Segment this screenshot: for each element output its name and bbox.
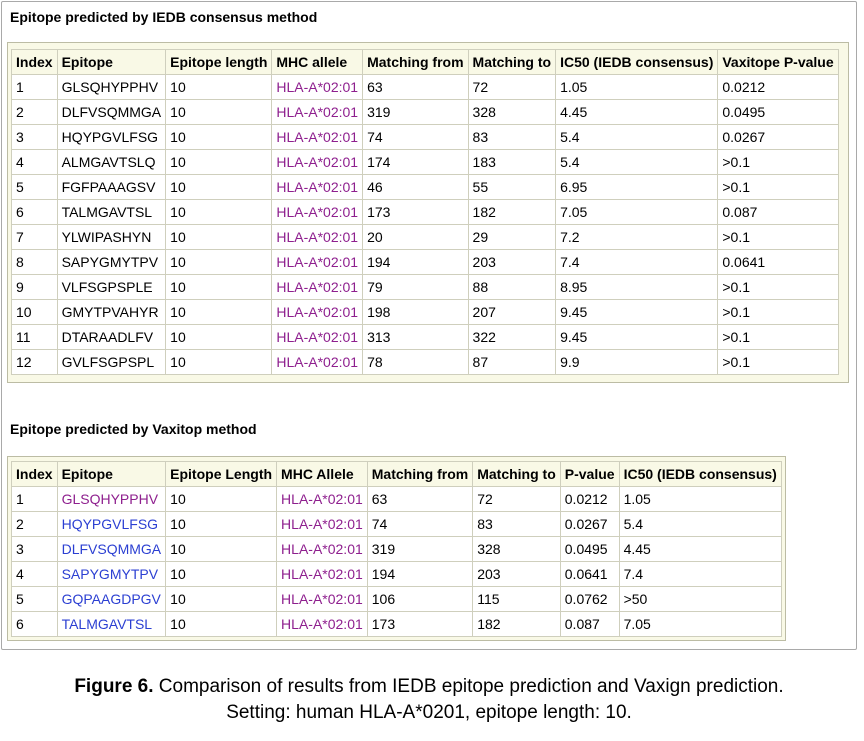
iedb-cell: 1.05	[556, 75, 718, 100]
iedb-cell: 7.05	[556, 200, 718, 225]
iedb-cell: >0.1	[718, 275, 838, 300]
vaxitop-cell: 10	[166, 537, 277, 562]
iedb-cell: 4.45	[556, 100, 718, 125]
vaxitop-cell: 173	[367, 612, 472, 637]
iedb-cell: 3	[12, 125, 58, 150]
vaxitop-cell: 10	[166, 512, 277, 537]
vaxitop-cell: 328	[473, 537, 561, 562]
iedb-mhc-allele-link[interactable]: HLA-A*02:01	[272, 225, 363, 250]
iedb-section-title: Epitope predicted by IEDB consensus method	[10, 9, 318, 25]
iedb-mhc-allele-link[interactable]: HLA-A*02:01	[272, 75, 363, 100]
iedb-table-row	[12, 350, 839, 375]
iedb-col-header: Index	[12, 50, 58, 75]
iedb-cell: >0.1	[718, 150, 838, 175]
iedb-header-row	[12, 50, 839, 75]
vaxitop-cell: 0.087	[560, 612, 619, 637]
iedb-cell: 203	[468, 250, 556, 275]
iedb-cell: 9.45	[556, 325, 718, 350]
iedb-col-header: MHC allele	[272, 50, 363, 75]
figure-caption	[0, 674, 858, 726]
iedb-cell: 7.2	[556, 225, 718, 250]
vaxitop-cell: 203	[473, 562, 561, 587]
caption-text: Comparison of results from IEDB epitope prediction and Vaxign prediction.	[153, 676, 784, 697]
iedb-cell: DTARAADLFV	[57, 325, 166, 350]
caption-line-1	[0, 674, 858, 700]
vaxitop-mhc-allele-link[interactable]: HLA-A*02:01	[277, 587, 368, 612]
iedb-cell: 183	[468, 150, 556, 175]
vaxitop-mhc-allele-link[interactable]: HLA-A*02:01	[277, 612, 368, 637]
iedb-table-row	[12, 250, 839, 275]
iedb-cell: 322	[468, 325, 556, 350]
vaxitop-header-row	[12, 462, 782, 487]
vaxitop-cell: 0.0267	[560, 512, 619, 537]
iedb-cell: 182	[468, 200, 556, 225]
iedb-cell: 10	[166, 325, 272, 350]
iedb-mhc-allele-link[interactable]: HLA-A*02:01	[272, 150, 363, 175]
iedb-cell: 194	[363, 250, 468, 275]
iedb-cell: ALMGAVTSLQ	[57, 150, 166, 175]
vaxitop-cell: 0.0641	[560, 562, 619, 587]
iedb-cell: 198	[363, 300, 468, 325]
iedb-table-row	[12, 100, 839, 125]
vaxitop-col-header: IC50 (IEDB consensus)	[619, 462, 781, 487]
iedb-cell: 207	[468, 300, 556, 325]
caption-line-2: Setting: human HLA-A*0201, epitope length: 10.	[226, 702, 632, 723]
iedb-cell: 10	[166, 100, 272, 125]
iedb-cell: 63	[363, 75, 468, 100]
iedb-cell: 0.0495	[718, 100, 838, 125]
iedb-cell: 0.087	[718, 200, 838, 225]
iedb-cell: TALMGAVTSL	[57, 200, 166, 225]
vaxitop-results-table	[11, 461, 782, 637]
iedb-cell: 7	[12, 225, 58, 250]
vaxitop-table-row	[12, 587, 782, 612]
iedb-cell: 6	[12, 200, 58, 225]
vaxitop-table-row	[12, 562, 782, 587]
iedb-cell: 72	[468, 75, 556, 100]
iedb-cell: DLFVSQMMGA	[57, 100, 166, 125]
vaxitop-cell: 0.0212	[560, 487, 619, 512]
iedb-cell: 55	[468, 175, 556, 200]
vaxitop-cell: 1	[12, 487, 58, 512]
iedb-cell: 11	[12, 325, 58, 350]
vaxitop-cell: 63	[367, 487, 472, 512]
vaxitop-cell: 4	[12, 562, 58, 587]
vaxitop-table-row	[12, 537, 782, 562]
iedb-cell: 87	[468, 350, 556, 375]
iedb-cell: GMYTPVAHYR	[57, 300, 166, 325]
iedb-cell: 5.4	[556, 150, 718, 175]
iedb-cell: GLSQHYPPHV	[57, 75, 166, 100]
iedb-cell: GVLFSGPSPL	[57, 350, 166, 375]
iedb-cell: FGFPAAAGSV	[57, 175, 166, 200]
iedb-cell: 10	[166, 175, 272, 200]
iedb-col-header: Matching to	[468, 50, 556, 75]
iedb-mhc-allele-link[interactable]: HLA-A*02:01	[272, 175, 363, 200]
vaxitop-epitope-link[interactable]: DLFVSQMMGA	[57, 537, 166, 562]
vaxitop-cell: 0.0495	[560, 537, 619, 562]
vaxitop-mhc-allele-link[interactable]: HLA-A*02:01	[277, 562, 368, 587]
iedb-cell: 83	[468, 125, 556, 150]
iedb-cell: 29	[468, 225, 556, 250]
iedb-cell: 0.0212	[718, 75, 838, 100]
iedb-cell: 5.4	[556, 125, 718, 150]
iedb-cell: 12	[12, 350, 58, 375]
iedb-col-header: Epitope	[57, 50, 166, 75]
iedb-results-table	[11, 49, 839, 375]
iedb-cell: 6.95	[556, 175, 718, 200]
iedb-cell: 328	[468, 100, 556, 125]
iedb-cell: 0.0641	[718, 250, 838, 275]
iedb-cell: 9.9	[556, 350, 718, 375]
iedb-cell: 10	[12, 300, 58, 325]
caption-label: Figure 6.	[74, 676, 154, 697]
iedb-mhc-allele-link[interactable]: HLA-A*02:01	[272, 125, 363, 150]
vaxitop-cell: 4.45	[619, 537, 781, 562]
iedb-cell: 5	[12, 175, 58, 200]
iedb-mhc-allele-link[interactable]: HLA-A*02:01	[272, 325, 363, 350]
iedb-cell: 10	[166, 275, 272, 300]
iedb-cell: 10	[166, 125, 272, 150]
vaxitop-cell: 10	[166, 487, 277, 512]
iedb-table-row	[12, 275, 839, 300]
iedb-cell: 1	[12, 75, 58, 100]
iedb-table-row	[12, 75, 839, 100]
iedb-mhc-allele-link[interactable]: HLA-A*02:01	[272, 200, 363, 225]
vaxitop-epitope-link[interactable]: GQPAAGDPGV	[57, 587, 166, 612]
iedb-cell: 78	[363, 350, 468, 375]
iedb-mhc-allele-link[interactable]: HLA-A*02:01	[272, 300, 363, 325]
vaxitop-mhc-allele-link[interactable]: HLA-A*02:01	[277, 512, 368, 537]
iedb-cell: 88	[468, 275, 556, 300]
iedb-cell: >0.1	[718, 325, 838, 350]
iedb-cell: >0.1	[718, 350, 838, 375]
vaxitop-cell: 194	[367, 562, 472, 587]
iedb-col-header: Vaxitope P-value	[718, 50, 838, 75]
iedb-table-row	[12, 175, 839, 200]
vaxitop-cell: 72	[473, 487, 561, 512]
iedb-cell: 74	[363, 125, 468, 150]
vaxitop-mhc-allele-link[interactable]: HLA-A*02:01	[277, 487, 368, 512]
vaxitop-cell: 5.4	[619, 512, 781, 537]
iedb-cell: 9.45	[556, 300, 718, 325]
vaxitop-cell: 83	[473, 512, 561, 537]
iedb-table-row	[12, 150, 839, 175]
iedb-table-row	[12, 300, 839, 325]
vaxitop-col-header: Matching to	[473, 462, 561, 487]
vaxitop-col-header: Matching from	[367, 462, 472, 487]
iedb-cell: 8	[12, 250, 58, 275]
vaxitop-cell: 182	[473, 612, 561, 637]
iedb-cell: >0.1	[718, 300, 838, 325]
iedb-cell: 2	[12, 100, 58, 125]
iedb-table-row	[12, 325, 839, 350]
iedb-mhc-allele-link[interactable]: HLA-A*02:01	[272, 250, 363, 275]
vaxitop-cell: 319	[367, 537, 472, 562]
iedb-cell: 0.0267	[718, 125, 838, 150]
vaxitop-col-header: P-value	[560, 462, 619, 487]
iedb-cell: 46	[363, 175, 468, 200]
iedb-cell: 173	[363, 200, 468, 225]
iedb-mhc-allele-link[interactable]: HLA-A*02:01	[272, 100, 363, 125]
vaxitop-cell: 106	[367, 587, 472, 612]
iedb-cell: 8.95	[556, 275, 718, 300]
vaxitop-section-title: Epitope predicted by Vaxitop method	[10, 421, 257, 437]
vaxitop-mhc-allele-link[interactable]: HLA-A*02:01	[277, 537, 368, 562]
iedb-cell: 319	[363, 100, 468, 125]
iedb-mhc-allele-link[interactable]: HLA-A*02:01	[272, 275, 363, 300]
vaxitop-col-header: Epitope Length	[166, 462, 277, 487]
iedb-cell: 9	[12, 275, 58, 300]
iedb-cell: 313	[363, 325, 468, 350]
vaxitop-epitope-link[interactable]: GLSQHYPPHV	[57, 487, 166, 512]
vaxitop-cell: 7.05	[619, 612, 781, 637]
iedb-cell: VLFSGPSPLE	[57, 275, 166, 300]
vaxitop-col-header: MHC Allele	[277, 462, 368, 487]
vaxitop-cell: 1.05	[619, 487, 781, 512]
iedb-cell: 20	[363, 225, 468, 250]
iedb-cell: 10	[166, 250, 272, 275]
iedb-col-header: Matching from	[363, 50, 468, 75]
iedb-cell: 10	[166, 200, 272, 225]
iedb-table-row	[12, 125, 839, 150]
iedb-table-row	[12, 200, 839, 225]
iedb-cell: 174	[363, 150, 468, 175]
iedb-cell: SAPYGMYTPV	[57, 250, 166, 275]
iedb-col-header: IC50 (IEDB consensus)	[556, 50, 718, 75]
vaxitop-cell: 5	[12, 587, 58, 612]
vaxitop-cell: 6	[12, 612, 58, 637]
vaxitop-cell: 7.4	[619, 562, 781, 587]
iedb-cell: >0.1	[718, 225, 838, 250]
vaxitop-cell: 115	[473, 587, 561, 612]
iedb-cell: 10	[166, 150, 272, 175]
vaxitop-cell: 10	[166, 562, 277, 587]
vaxitop-table-row	[12, 612, 782, 637]
vaxitop-cell: 10	[166, 612, 277, 637]
vaxitop-cell: 74	[367, 512, 472, 537]
vaxitop-table-row	[12, 487, 782, 512]
iedb-cell: 7.4	[556, 250, 718, 275]
iedb-cell: 79	[363, 275, 468, 300]
vaxitop-cell: >50	[619, 587, 781, 612]
iedb-cell: YLWIPASHYN	[57, 225, 166, 250]
vaxitop-col-header: Index	[12, 462, 58, 487]
iedb-cell: HQYPGVLFSG	[57, 125, 166, 150]
vaxitop-cell: 3	[12, 537, 58, 562]
vaxitop-epitope-link[interactable]: TALMGAVTSL	[57, 612, 166, 637]
vaxitop-cell: 0.0762	[560, 587, 619, 612]
iedb-cell: 10	[166, 225, 272, 250]
iedb-cell: 10	[166, 350, 272, 375]
iedb-cell: 4	[12, 150, 58, 175]
vaxitop-table-row	[12, 512, 782, 537]
iedb-cell: 10	[166, 75, 272, 100]
iedb-mhc-allele-link[interactable]: HLA-A*02:01	[272, 350, 363, 375]
vaxitop-cell: 2	[12, 512, 58, 537]
vaxitop-epitope-link[interactable]: SAPYGMYTPV	[57, 562, 166, 587]
vaxitop-epitope-link[interactable]: HQYPGVLFSG	[57, 512, 166, 537]
vaxitop-cell: 10	[166, 587, 277, 612]
vaxitop-col-header: Epitope	[57, 462, 166, 487]
iedb-col-header: Epitope length	[166, 50, 272, 75]
iedb-cell: >0.1	[718, 175, 838, 200]
iedb-table-row	[12, 225, 839, 250]
iedb-cell: 10	[166, 300, 272, 325]
